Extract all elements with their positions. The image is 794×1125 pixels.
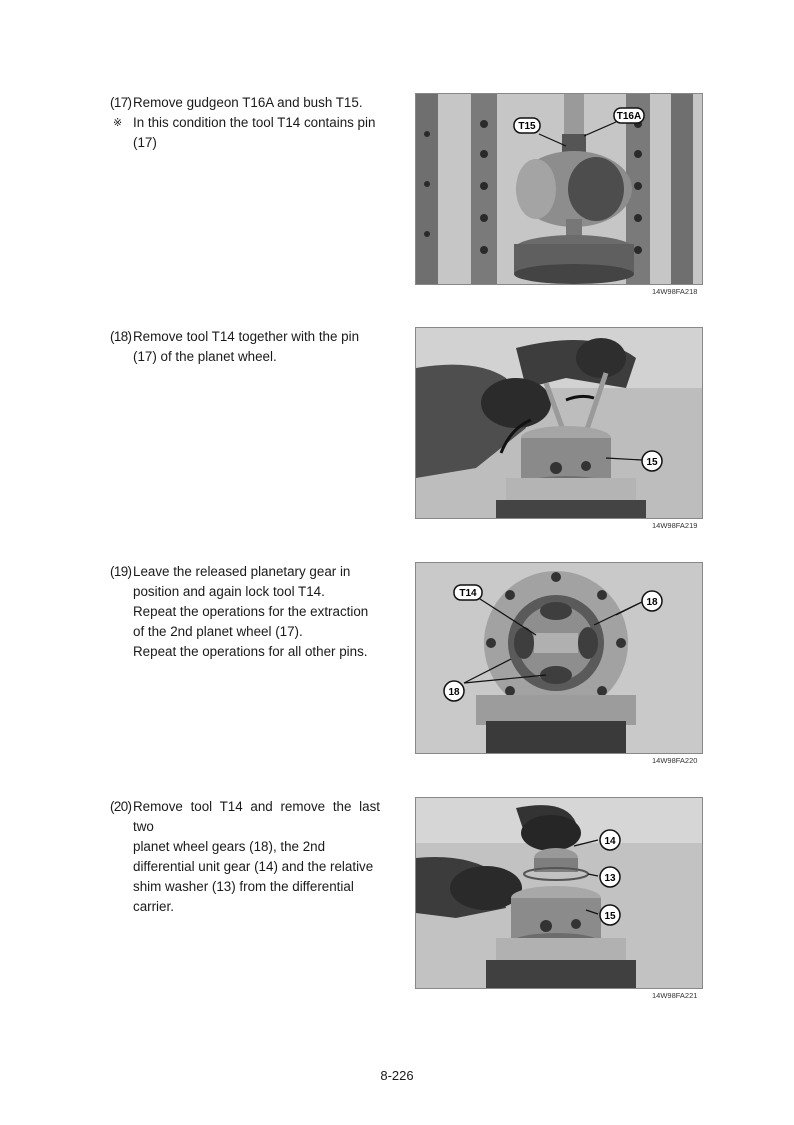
- callout-label: 14: [604, 836, 616, 847]
- step-18: [110, 327, 380, 367]
- note-line: (17): [133, 135, 157, 150]
- step-text: [133, 327, 380, 367]
- callout-label: T16A: [616, 111, 642, 122]
- step-text: [133, 562, 380, 662]
- callout-label: 15: [646, 457, 658, 468]
- callout-label: 18: [646, 597, 658, 608]
- step-line: carrier.: [133, 899, 174, 914]
- step-17: [110, 93, 380, 153]
- step-line: differential unit gear (14) and the relative: [133, 859, 374, 874]
- step-line: Repeat the operations for the extraction: [133, 604, 369, 619]
- step-number: (20): [110, 799, 132, 814]
- photo-gears-removal: [416, 798, 702, 988]
- figure-remove-gears: [415, 797, 703, 989]
- step-note: [113, 113, 380, 153]
- step-number: (19): [110, 564, 132, 579]
- callout-label: T14: [459, 588, 477, 599]
- photo-gear-carrier: [416, 563, 702, 753]
- step-line: Remove tool T14 together with the pin: [133, 329, 360, 344]
- figure-press-tool: [415, 93, 703, 285]
- step-number: (17): [110, 95, 132, 110]
- photo-hands-removing-tool: [416, 328, 702, 518]
- step-line: position and again lock tool T14.: [133, 584, 325, 599]
- step-line: Remove tool T14 and remove the last two: [133, 799, 380, 834]
- figure-code: 14W98FA218: [652, 287, 698, 296]
- callout-label: 15: [604, 911, 616, 922]
- figure-remove-tool: [415, 327, 703, 519]
- step-line: Leave the released planetary gear in: [133, 564, 351, 579]
- note-mark: ※: [113, 117, 123, 129]
- step-line: of the 2nd planet wheel (17).: [133, 624, 303, 639]
- callout-label: 13: [604, 873, 616, 884]
- step-line: Remove gudgeon T16A and bush T15.: [133, 95, 363, 110]
- step-19: [110, 562, 380, 662]
- figure-code: 14W98FA221: [652, 991, 698, 1000]
- step-text: [133, 797, 380, 917]
- callout-label: T15: [518, 121, 536, 132]
- note-line: In this condition the tool T14 contains pin: [133, 115, 376, 130]
- step-line: Repeat the operations for all other pins.: [133, 644, 368, 659]
- figure-planet-gears: [415, 562, 703, 754]
- figure-code: 14W98FA219: [652, 521, 698, 530]
- step-text: [113, 93, 380, 153]
- callout-label: 18: [448, 687, 460, 698]
- figure-code: 14W98FA220: [652, 756, 698, 765]
- step-line: planet wheel gears (18), the 2nd: [133, 839, 326, 854]
- step-line: (17) of the planet wheel.: [133, 349, 277, 364]
- page-number: 8-226: [380, 1068, 414, 1083]
- photo-press-assembly: [416, 94, 702, 284]
- step-number: (18): [110, 329, 132, 344]
- step-line: shim washer (13) from the differential: [133, 879, 354, 894]
- step-20: [110, 797, 380, 917]
